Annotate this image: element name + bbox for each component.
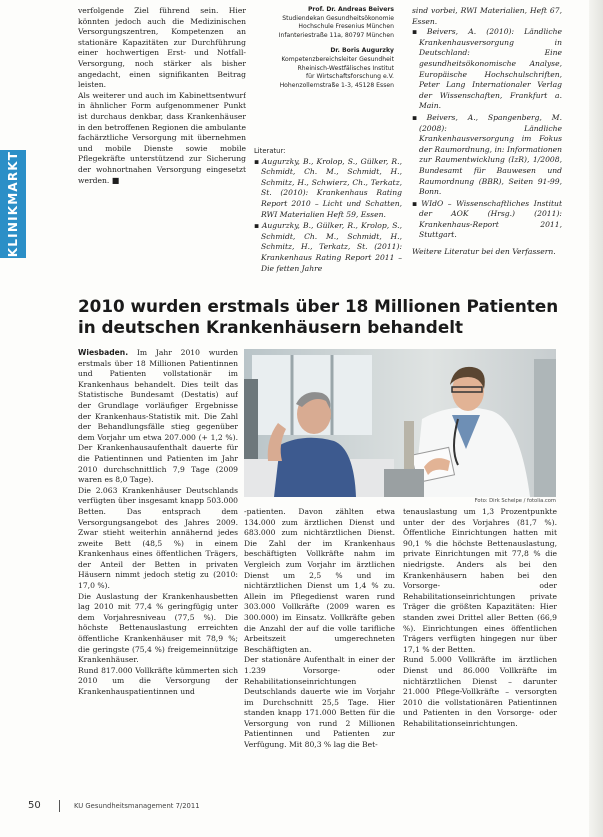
author-line: Infanteriestraße 11a, 80797 München (278, 31, 394, 39)
paragraph: Rund 5.000 Vollkräfte im ärztlichen Dienst und 86.000 Vollkräfte im nichtärztlichen Dienst – darunter 21.000 Pflege-Vollkräfte – versorgten 2010 die vollstationären Patientinnen und Patienten in den Vorsorge- oder Rehabilitationseinrichtungen. (403, 655, 557, 728)
literature-item: ▪ Augurzky, B., Krolop, S., Gülker, R., Schmidt, Ch. M., Schmidt, H., Schmitz, H., Schwierz, Ch., Terkatz, St. (2010): Krankenhaus Rating Report 2010 – Licht und Schatten, RWI Materialien Heft 59, Essen. (254, 157, 402, 221)
footer-divider (59, 800, 60, 812)
author-line: Hochschule Fresenius München (298, 23, 394, 31)
photo-credit: Foto: Dirk Schelpe / fotolia.com (474, 498, 556, 504)
paragraph: tenauslastung um 1,3 Prozentpunkte unter der des Vorjahres (81,7 %). Öffentliche Einrichtungen hatten mit 90,1 % die höchste Bettenauslastung, private Einrichtungen mit 77,8 % die niedrigste. Anders als bei den Krankenhäusern haben bei den Vorsorge- oder Rehabilitationseinrichtungen private Träger die größten Kapazitäten: Hier standen zwei Drittel aller Betten (66,9 %). Einrichtungen eines öffentlichen Trägers verfügten hingegen nur über 17,1 % der Betten. (403, 507, 557, 654)
page-number: 50 (28, 800, 41, 811)
paragraph: Als weiterer und auch im Kabinettsentwurf in ähnlicher Form aufgenommener Punkt ist durchaus denkbar, dass Krankenhäuser in den betroffenen Regionen die ambulante fachärztliche Versorgung mit übernehmen und mobile Dienste sowie mobile Pflegekräfte unterstützend zur Sicherung der wohnortnahen Versorgung eingesetzt werden. ■ (78, 90, 246, 185)
article-column-1 (78, 348, 238, 780)
previous-article-column-1 (78, 6, 246, 266)
author-block (254, 47, 394, 90)
paragraph: Rund 817.000 Vollkräfte kümmerten sich 2010 um die Versorgung der Krankenhauspatientinnen und (78, 665, 238, 696)
literature-continued (412, 6, 562, 272)
paragraph: Der stationäre Aufenthalt in einer der 1.239 Vorsorge- oder Rehabilitationseinrichtungen Deutschlands dauerte wie im Vorjahr im Durchschnitt 25,5 Tage. Hier standen knapp 171.000 Betten für die Versorgung von rund 2 Millionen Patientinnen und Patienten zur Verfügung. Mit 80,3 % lag die Bet- (244, 655, 395, 750)
headline-line: in deutschen Krankenhäusern behandelt (78, 317, 463, 337)
literature-item: ▪ Augurzky, B., Gülker, R., Krolop, S., Schmidt, Ch. M., Schmidt, H., Schmitz, H., Terkatz, St. (2011): Krankenhaus Rating Report 2011 – Die fetten Jahre (254, 221, 402, 274)
article-photo (244, 349, 556, 497)
author-name: Dr. Boris Augurzky (330, 47, 394, 55)
section-tab (0, 150, 26, 258)
article-column-3 (403, 507, 557, 782)
literature-item: ▪ Beivers, A. (2010): Ländliche Krankenhausversorgung in Deutschland: Eine gesundheitsökonomische Analyse, Europäische Hochschulschriften, Peter Lang Internationaler Verlag der Wissenschaften, Frankfurt a. Main. (412, 27, 562, 112)
author-name: Prof. Dr. Andreas Beivers (307, 6, 394, 13)
headline-line: 2010 wurden erstmals über 18 Millionen Patienten (78, 296, 559, 316)
photo-doctor-patient (244, 349, 556, 497)
author-line: Rheinisch-Westfälisches Institut (297, 64, 394, 72)
paragraph: Die 2.063 Krankenhäuser Deutschlands verfügten über insgesamt knapp 503.000 Betten. Das entsprach dem Versorgungsangebot des Jahres 2009. Zwar stieht weiterhin annähernd jedes zweite Bett (48,5 %) in einem Krankenhaus eines öffentlichen Trägers, der Anteil der Betten in privaten Häusern nimmt jedoch stetig zu (2010: 17,0 %). (78, 485, 238, 591)
dateline: Wiesbaden. (78, 348, 129, 357)
paragraph: -patienten. Davon zählten etwa 134.000 zum ärztlichen Dienst und 683.000 zum nichtärztlichen Dienst. Die Zahl der im Krankenhaus beschäftigten Vollkräfte nahm im Vergleich zum Vorjahr im ärztlichen Dienst um 2,5 % und im nichtärztlichen Dienst um 1,4 % zu. Allein im Pflegedienst waren rund 303.000 Vollkräfte (2009 waren es 300.000) im Einsatz. Vollkräfte geben die Anzahl der auf die volle tarifliche Arbeitszeit umgerechneten Beschäftigten an. (244, 507, 395, 654)
author-line: für Wirtschaftsforschung e.V. (306, 73, 394, 81)
paragraph: verfolgende Ziel führend sein. Hier könnten jedoch auch die Medizinischen Versorgungszentren, Kompetenzen an stationäre Kapazitäten zur Durchführung einer hochwertigen Erst- und Notfall-Versorgung, noch stärker als bisher angedacht, einen signifikanten Beitrag leisten. (78, 6, 246, 90)
literature-list (254, 146, 402, 274)
author-info (254, 6, 394, 97)
author-line: Hohenzollernstraße 1-3, 45128 Essen (279, 81, 394, 89)
scan-edge (589, 0, 603, 837)
author-line: Studiendekan Gesundheitsökonomie (282, 14, 394, 22)
literature-item: ▪ Beivers, A., Spangenberg, M. (2008): Ländliche Krankenhausversorgung im Fokus der Raumordnung, in: Informationen zur Raumentwicklung (IzR), 1/2008, Bundesamt für Bauwesen und Raumordnung (BBR), Seiten 91-99, Bonn. (412, 113, 562, 198)
author-block (254, 6, 394, 40)
journal-name: KU Gesundheitsmanagement 7/2011 (74, 802, 200, 810)
end-mark: ■ (111, 175, 120, 185)
section-tab-label: KLINIKMARKT (6, 150, 20, 258)
author-line: Kompetenzbereichsleiter Gesundheit (281, 55, 394, 63)
paragraph: Die Auslastung der Krankenhausbetten lag 2010 mit 77,4 % geringfügig unter dem Vorjahresniveau (77,5 %). Die höchste Bettenauslastung erreichten öffentliche Krankenhäuser mit 78,9 %; die geringste (75,4 %) freigemeinnützige Krankenhäuser. (78, 591, 238, 665)
literature-item: sind vorbei, RWI Materialien, Heft 67, Essen. (412, 6, 562, 26)
literature-heading: Literatur: (254, 147, 286, 155)
article-headline (78, 296, 568, 338)
literature-item: ▪ WIdO – Wissenschaftliches Institut der AOK (Hrsg.) (2011): Krankenhaus-Report 2011, Stuttgart. (412, 199, 562, 241)
paragraph: Wiesbaden. Im Jahr 2010 wurden erstmals über 18 Millionen Patientinnen und Patienten vollstationär im Krankenhaus behandelt. Dies teilt das Statistische Bundesamt (Destatis) auf der Grundlage vorläufiger Ergebnisse der Krankenhaus-Statistik mit. Die Zahl der Behandlungsfälle stieg gegenüber dem Vorjahr um etwa 207.000 (+ 1,2 %). Der Krankenhausaufenthalt dauerte für die Patientinnen und Patienten im Jahr 2010 durchschnittlich 7,9 Tage (2009 waren es 8,0 Tage). (78, 348, 238, 485)
article-column-2 (244, 507, 395, 782)
further-literature-note: Weitere Literatur bei den Verfassern. (412, 247, 556, 257)
